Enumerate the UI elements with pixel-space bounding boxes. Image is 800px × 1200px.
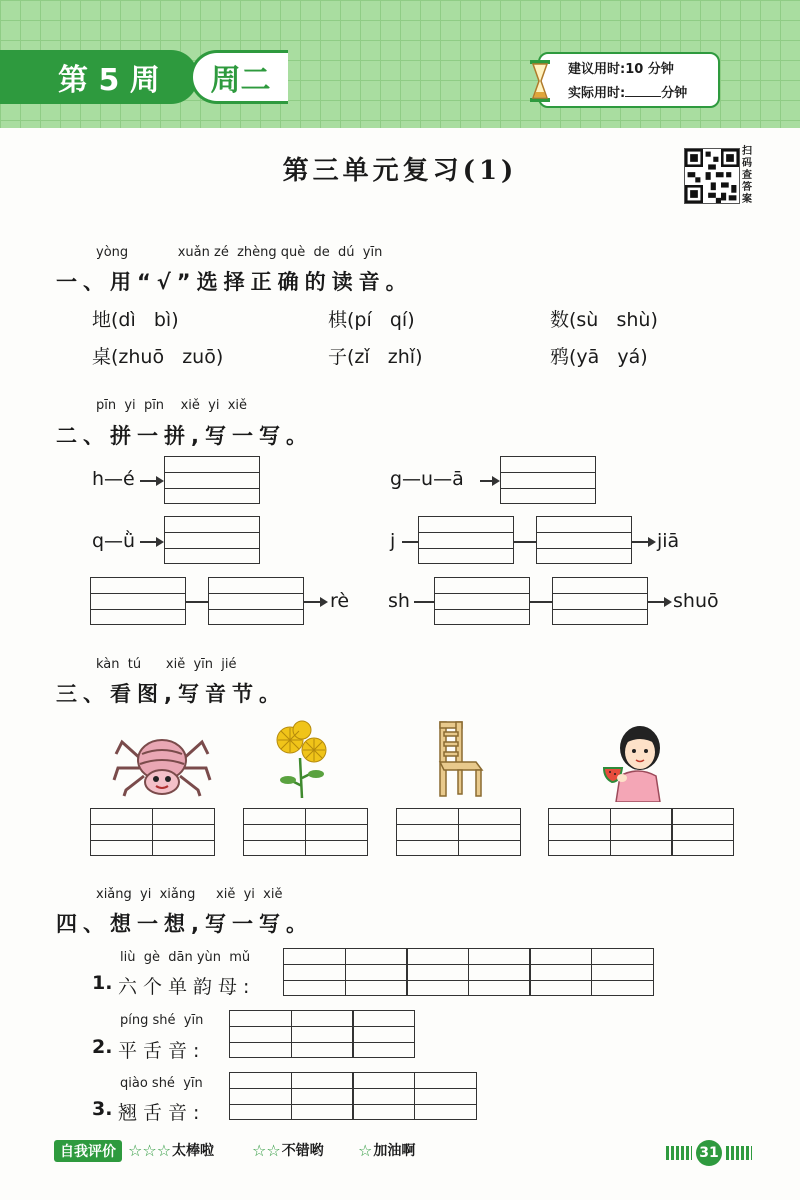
item2-pinyin: píng shé yīn (120, 1013, 204, 1028)
choice-di[interactable]: 地(dì bì) (92, 309, 179, 331)
girl-eating-watermelon-picture (602, 716, 674, 802)
connector (414, 601, 434, 603)
write-box-re-1[interactable] (90, 577, 186, 625)
grid-cell[interactable] (283, 948, 346, 996)
choice-ya[interactable]: 鸦(yā yá) (550, 346, 648, 368)
actual-time: 实际用时: 分钟 (568, 82, 718, 106)
write-box-he[interactable] (164, 456, 260, 504)
write-box-j-1[interactable] (418, 516, 514, 564)
grid-cell[interactable] (406, 948, 469, 996)
connector (402, 541, 418, 543)
write-box-sh-2[interactable] (552, 577, 648, 625)
grid-cell[interactable] (243, 808, 306, 856)
connector (514, 541, 536, 543)
header-band (0, 0, 800, 128)
section2-pinyin: pīn yi pīn xiě yi xiě (96, 398, 248, 413)
item1-number: 1. (92, 972, 113, 994)
write-box-gua[interactable] (500, 456, 596, 504)
section4-pinyin: xiǎng yi xiǎng xiě yi xiě (96, 887, 283, 902)
self-eval-label: 自我评价 (54, 1140, 122, 1162)
day-label: 周二 (190, 50, 288, 104)
grid-cell[interactable] (458, 808, 521, 856)
suggested-time: 建议用时:10 分钟 (568, 62, 674, 77)
rating-keep-going[interactable]: ☆ 加油啊 (358, 1140, 416, 1160)
grid-cell[interactable] (152, 808, 215, 856)
week-label: 第 5 周 (0, 50, 198, 104)
answer-grid-spider (90, 808, 215, 856)
grid-cell[interactable] (396, 808, 459, 856)
grid-cell[interactable] (671, 808, 734, 856)
connector (186, 601, 208, 603)
answer-grid-chrysanthemum (243, 808, 368, 856)
answer-grid-chair (396, 808, 521, 856)
item2-text: 平舌音: (118, 1040, 206, 1062)
section4-heading: 四、想一想,写一写。 (56, 912, 313, 936)
item2-number: 2. (92, 1036, 113, 1058)
page-deco-left (666, 1146, 692, 1160)
label-qu: q—ǜ (92, 530, 136, 552)
label-j: j (390, 530, 396, 552)
grid-cell[interactable] (345, 948, 408, 996)
page-number: 31 (696, 1140, 722, 1166)
spider-picture (112, 720, 212, 798)
label-he: h—é (92, 468, 135, 490)
grid-cell[interactable] (305, 808, 368, 856)
label-gua: g—u—ā (390, 468, 464, 490)
grid-cell[interactable] (352, 1010, 415, 1058)
arrow (480, 480, 498, 482)
arrow (140, 480, 162, 482)
write-box-re-2[interactable] (208, 577, 304, 625)
answer-grid-girl (548, 808, 734, 856)
grid-cell[interactable] (468, 948, 531, 996)
grid-cell[interactable] (529, 948, 592, 996)
qr-label: 扫码查答案 (742, 146, 752, 205)
label-re: rè (330, 590, 350, 612)
hourglass-icon (528, 60, 552, 102)
arrow (648, 601, 670, 603)
answer-grid-retroflex (229, 1072, 477, 1120)
choice-qi[interactable]: 棋(pí qí) (328, 309, 415, 331)
answer-grid-vowels (283, 948, 654, 996)
grid-cell[interactable] (610, 808, 673, 856)
label-shuo: shuō (673, 590, 719, 612)
qr-code-icon[interactable] (684, 148, 740, 204)
chrysanthemum-picture (272, 718, 332, 800)
write-box-qu[interactable] (164, 516, 260, 564)
grid-cell[interactable] (291, 1010, 354, 1058)
section1-heading: 一、用“√”选择正确的读音。 (56, 270, 413, 294)
grid-cell[interactable] (548, 808, 611, 856)
chair-picture (432, 718, 488, 798)
arrow (304, 601, 326, 603)
grid-cell[interactable] (291, 1072, 354, 1120)
arrow (140, 541, 162, 543)
grid-cell[interactable] (352, 1072, 415, 1120)
choice-zi[interactable]: 子(zǐ zhǐ) (328, 346, 423, 368)
arrow (632, 541, 654, 543)
rating-good[interactable]: ☆☆ 不错哟 (252, 1140, 324, 1160)
grid-cell[interactable] (90, 808, 153, 856)
page-deco-right (726, 1146, 752, 1160)
item3-text: 翘舌音: (118, 1102, 206, 1124)
write-box-j-2[interactable] (536, 516, 632, 564)
rating-excellent[interactable]: ☆☆☆ 太棒啦 (128, 1140, 215, 1160)
time-box (538, 52, 720, 108)
grid-cell[interactable] (229, 1072, 292, 1120)
section3-heading: 三、看图,写音节。 (56, 682, 286, 706)
star-icon: ☆ (358, 1140, 373, 1160)
section3-pinyin: kàn tú xiě yīn jié (96, 657, 237, 672)
choice-shu[interactable]: 数(sù shù) (550, 309, 658, 331)
grid-cell[interactable] (229, 1010, 292, 1058)
grid-cell[interactable] (591, 948, 654, 996)
item1-text: 六个单韵母: (118, 976, 256, 998)
item3-pinyin: qiào shé yīn (120, 1076, 203, 1091)
page-title: 第三单元复习(1) (282, 156, 518, 186)
star-icon: ☆☆☆ (128, 1140, 172, 1160)
item3-number: 3. (92, 1098, 113, 1120)
grid-cell[interactable] (414, 1072, 477, 1120)
section1-pinyin: yòng xuǎn zé zhèng què de dú yīn (96, 245, 383, 260)
write-box-sh-1[interactable] (434, 577, 530, 625)
section2-heading: 二、拼一拼,写一写。 (56, 424, 313, 448)
label-sh: sh (388, 590, 410, 612)
label-jia: jiā (657, 530, 680, 552)
star-icon: ☆☆ (252, 1140, 281, 1160)
item1-pinyin: liù gè dān yùn mǔ (120, 950, 251, 965)
answer-grid-flat-tongue (229, 1010, 415, 1058)
connector (530, 601, 552, 603)
choice-zhuo[interactable]: 桌(zhuō zuō) (92, 346, 224, 368)
actual-time-blank[interactable] (625, 83, 661, 97)
